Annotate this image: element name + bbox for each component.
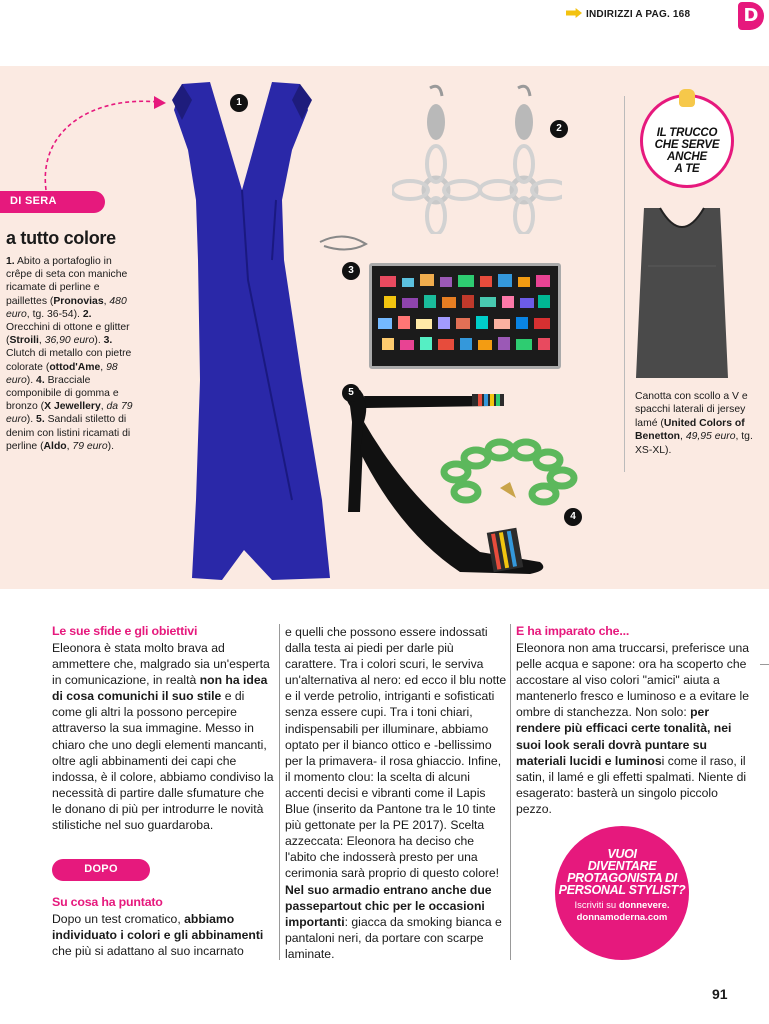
arrow-icon bbox=[566, 8, 582, 18]
tank-top-caption: Canotta con scollo a V e spacchi laterali di jersey lamé (United Colors of Benetton, 49,95 euro, tg. XS-XL). bbox=[635, 391, 753, 456]
stylist-promo-badge[interactable]: VUOI DIVENTARE PROTAGONISTA DI PERSONAL STYLIST? Iscriviti su donnevere. donnamoderna.com bbox=[555, 826, 689, 960]
product-number: 5 bbox=[342, 384, 360, 402]
column-2-text: e quelli che possono essere indossati dalla testa ai piedi per darle più carattere. Tra i colori scuri, le serviva un'alternativa al nero: ed ecco il blu notte e il verde petrolio, intriganti e sofisticati senza essere cupi. Tra i toni chiari, indispensabili per illuminare, abbiamo optato per il bianco ottico e -bellissimo per la primavera- il rosa ghiaccio. Infine, il momento clou: la scelta di alcuni accenti decisi e vibranti come il Lapis Blue (inserito da Pantone tra le 10 tinte più gettonate per la PE 2017). Scelta azzeccata: Eleonora ha deciso che l'abito che indosserà presto per una cerimonia sarà proprio di questo colore! Nel suo armadio entrano anche due passepartout chic per le occasioni importanti: giacca da smoking bianca e pantaloni neri, da portare con scarpe laminate. bbox=[285, 625, 507, 961]
column-divider bbox=[510, 624, 511, 960]
divider bbox=[760, 664, 769, 665]
column-divider bbox=[279, 624, 280, 960]
address-pointer: INDIRIZZI A PAG. 168 bbox=[566, 8, 690, 20]
tag-di-sera: DI SERA bbox=[0, 191, 105, 213]
column-1-text: Eleonora è stata molto brava ad ammettere che, malgrado sia un'esperta in comunicazione, in realtà non ha idea di cosa comunichi il suo stile e di come gli altri la possono percepire attraverso la sua immagine. Messo in chiaro che uno degli elementi mancanti, oltre agli abbinamenti dei capi che indossa, è il colore, abbiamo condiviso la necessità di partire dalle sfumature che le donano di più per introdurre le novità stilistiche nel suo guardaroba. bbox=[52, 641, 274, 833]
page-number: 91 bbox=[712, 986, 728, 1002]
bracelet-image bbox=[440, 438, 580, 514]
thumbs-up-icon bbox=[679, 89, 695, 107]
divider bbox=[624, 96, 625, 472]
magazine-logo: D bbox=[738, 2, 764, 30]
promo-signup-text: Iscriviti su donnevere. donnamoderna.com bbox=[574, 900, 670, 923]
dress-image bbox=[152, 80, 332, 585]
heading-puntato: Su cosa ha puntato bbox=[52, 895, 163, 909]
heading-imparato: E ha imparato che... bbox=[516, 624, 630, 638]
tag-dopo: DOPO bbox=[52, 859, 150, 881]
tank-top-image bbox=[630, 206, 734, 380]
product-number: 2 bbox=[550, 120, 568, 138]
product-number: 1 bbox=[230, 94, 248, 112]
clutch-image bbox=[369, 263, 561, 369]
column-3-text: Eleonora non ama truccarsi, preferisce una pelle acqua e sapone: ora ha scoperto che accostare al viso colori "amici" aiuta a mantenerlo fresco e luminoso e a evitare le ombre di stanchezza. Non solo: per rendere più efficaci certe tonalità, nei suoi look serali dovrà puntare su materiali lucidi e luminosi come il raso, il satin, il lamé e gli effetti spalmati. Niente di esagerato: basterà un singolo piccolo pezzo. bbox=[516, 641, 750, 816]
earrings-image bbox=[392, 82, 562, 234]
trick-badge: IL TRUCCO CHE SERVE ANCHE A TE bbox=[640, 94, 734, 188]
gems-pattern bbox=[372, 266, 558, 366]
section-title: a tutto colore bbox=[6, 228, 116, 248]
product-list: 1. Abito a portafoglio in crêpe di seta con maniche ricamate di perline e paillettes (Pronovias, 480 euro, tg. 36-54). 2. Orecchini di ottone e glitter (Stroili, 36,90 euro). 3. Clutch di metallo con pietre colorate (ottod'Ame, 98 euro). 4. Bracciale componibile di gomma e bronzo (X Jewellery, da 79 euro). 5. Sandali stiletto di denim con listini ricamati di perline (Aldo, 79 euro). bbox=[6, 256, 133, 452]
chain-image bbox=[318, 232, 372, 256]
product-number: 4 bbox=[564, 508, 582, 526]
column-1b-text: Dopo un test cromatico, abbiamo individuato i colori e gli abbinamenti che più si adattano al suo incarnato bbox=[52, 912, 264, 959]
product-number: 3 bbox=[342, 262, 360, 280]
heading-sfide: Le sue sfide e gli obiettivi bbox=[52, 624, 198, 638]
